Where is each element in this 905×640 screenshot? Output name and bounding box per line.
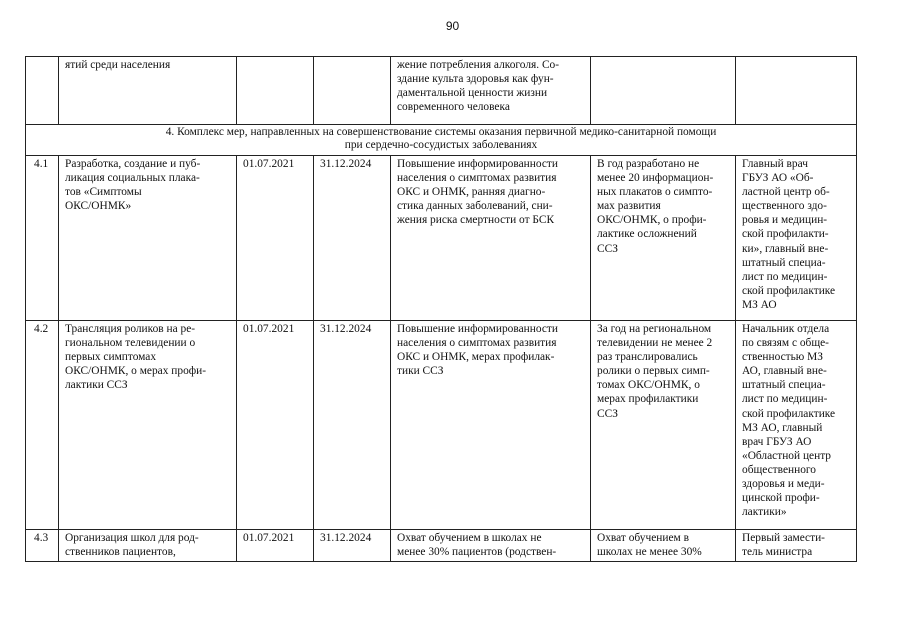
table-row-continuation <box>26 57 857 125</box>
cell-responsible <box>736 530 857 562</box>
cell-start <box>237 530 314 562</box>
row-number: 4.3 <box>34 532 49 544</box>
responsible-line: ской профилактике <box>742 407 836 420</box>
event-line: лактики ССЗ <box>65 379 128 392</box>
cell-indicator <box>591 530 736 562</box>
cell-end <box>314 530 391 562</box>
result-line: здание культа здоровья как фун- <box>397 73 554 86</box>
result-line: даментальной ценности жизни <box>397 87 548 100</box>
cell-responsible <box>736 321 857 530</box>
responsible-line: Главный врач <box>742 158 808 170</box>
event-line: тов «Симптомы <box>65 186 142 199</box>
cell-num <box>26 57 59 125</box>
event-line: ОКС/ОНМК» <box>65 200 132 213</box>
indicator-line: ных плакатов о симпто- <box>597 186 713 199</box>
indicator-line: раз транслировались <box>597 351 698 364</box>
indicator-line: ОКС/ОНМК, о профи- <box>597 214 707 227</box>
event-line: Трансляция роликов на ре- <box>65 323 196 335</box>
section-row <box>26 125 857 156</box>
indicator-line: томах ОКС/ОНМК, о <box>597 379 700 392</box>
start-date: 01.07.2021 <box>243 158 295 170</box>
indicator-line: школах не менее 30% <box>597 546 702 559</box>
responsible-line: лист по медицин- <box>742 393 828 406</box>
cell-end <box>314 156 391 321</box>
cell-num <box>26 530 59 562</box>
indicator-line: За год на региональном <box>597 323 712 335</box>
indicator-line: лактике осложнений <box>597 228 697 241</box>
cell-responsible <box>736 156 857 321</box>
indicator-line: ССЗ <box>597 242 618 255</box>
event-line: ятий среди населения <box>65 59 171 71</box>
result-line: тики ССЗ <box>397 365 444 378</box>
responsible-line: здоровья и меди- <box>742 478 825 491</box>
indicator-line: ролики о первых симп- <box>597 365 710 378</box>
cell-responsible <box>736 57 857 125</box>
table-row <box>26 321 857 530</box>
responsible-line: ской профилактике <box>742 284 836 297</box>
event-line: первых симптомах <box>65 351 157 364</box>
responsible-line: Начальник отдела <box>742 323 830 335</box>
responsible-line: тель министра <box>742 546 813 559</box>
cell-start <box>237 156 314 321</box>
cell-result <box>391 530 591 562</box>
result-line: ОКС и ОНМК, мерах профилак- <box>397 351 555 364</box>
responsible-line: лист по медицин- <box>742 270 828 283</box>
cell-end <box>314 57 391 125</box>
indicator-line: ССЗ <box>597 407 618 420</box>
cell-event <box>59 156 237 321</box>
cell-indicator <box>591 156 736 321</box>
responsible-line: ластной центр об- <box>742 186 830 199</box>
start-date: 01.07.2021 <box>243 323 295 335</box>
result-line: стика данных заболеваний, сни- <box>397 200 553 213</box>
responsible-line: общественного <box>742 463 816 476</box>
cell-indicator <box>591 57 736 125</box>
cell-event <box>59 530 237 562</box>
indicator-line: В год разработано не <box>597 158 700 170</box>
result-line: Повышение информированности <box>397 323 558 335</box>
responsible-line: лактики» <box>742 506 787 519</box>
cell-start <box>237 57 314 125</box>
event-line: ОКС/ОНМК, о мерах профи- <box>65 365 207 378</box>
responsible-line: Первый замести- <box>742 532 825 544</box>
page-number: 90 <box>445 19 460 33</box>
event-line: гиональном телевидении о <box>65 337 196 350</box>
table-row <box>26 156 857 321</box>
result-line: ОКС и ОНМК, ранняя диагно- <box>397 186 546 199</box>
cell-start <box>237 321 314 530</box>
result-line: населения о симптомах развития <box>397 172 557 185</box>
indicator-line: Охват обучением в <box>597 532 689 544</box>
responsible-line: АО, главный вне- <box>742 365 827 378</box>
cell-result <box>391 321 591 530</box>
measures-table <box>25 56 857 562</box>
cell-result <box>391 57 591 125</box>
cell-event <box>59 321 237 530</box>
event-line: Организация школ для род- <box>65 532 199 544</box>
end-date: 31.12.2024 <box>320 158 372 170</box>
start-date: 01.07.2021 <box>243 532 295 544</box>
result-line: жение потребления алкоголя. Со- <box>397 59 560 71</box>
result-line: Охват обучением в школах не <box>397 532 542 544</box>
row-number: 4.2 <box>34 323 49 335</box>
responsible-line: ГБУЗ АО «Об- <box>742 172 814 185</box>
result-line: менее 30% пациентов (родствен- <box>397 546 557 559</box>
table-row <box>26 530 857 562</box>
end-date: 31.12.2024 <box>320 532 372 544</box>
section-title-line: 4. Комплекс мер, направленных на совершенствование системы оказания первичной медико-санитарной помощи <box>165 126 717 138</box>
responsible-line: щественного здо- <box>742 200 827 213</box>
responsible-line: по связям с обще- <box>742 337 829 350</box>
cell-end <box>314 321 391 530</box>
result-line: Повышение информированности <box>397 158 558 170</box>
responsible-line: ки», главный вне- <box>742 242 829 255</box>
responsible-line: штатный специа- <box>742 379 826 392</box>
responsible-line: цинской профи- <box>742 492 820 505</box>
indicator-line: мерах профилактики <box>597 393 699 406</box>
responsible-line: ской профилакти- <box>742 228 829 241</box>
responsible-line: ровья и медицин- <box>742 214 828 227</box>
event-line: Разработка, создание и пуб- <box>65 158 201 170</box>
event-line: ликация социальных плака- <box>65 172 200 185</box>
result-line: населения о симптомах развития <box>397 337 557 350</box>
indicator-line: менее 20 информацион- <box>597 172 714 185</box>
responsible-line: «Областной центр <box>742 449 832 462</box>
cell-num <box>26 156 59 321</box>
result-line: современного человека <box>397 101 510 114</box>
event-line: ственников пациентов, <box>65 546 176 559</box>
responsible-line: штатный специа- <box>742 256 826 269</box>
cell-indicator <box>591 321 736 530</box>
responsible-line: врач ГБУЗ АО <box>742 435 812 448</box>
result-line: жения риска смертности от БСК <box>397 214 555 227</box>
indicator-line: телевидении не менее 2 <box>597 337 713 350</box>
cell-num <box>26 321 59 530</box>
row-number: 4.1 <box>34 158 49 170</box>
cell-event <box>59 57 237 125</box>
indicator-line: мах развития <box>597 200 661 213</box>
end-date: 31.12.2024 <box>320 323 372 335</box>
section-heading <box>26 125 857 156</box>
responsible-line: ственностью МЗ <box>742 351 823 364</box>
cell-result <box>391 156 591 321</box>
responsible-line: МЗ АО <box>742 298 777 311</box>
responsible-line: МЗ АО, главный <box>742 421 823 434</box>
section-title-line: при сердечно-сосудистых заболеваниях <box>344 139 538 151</box>
